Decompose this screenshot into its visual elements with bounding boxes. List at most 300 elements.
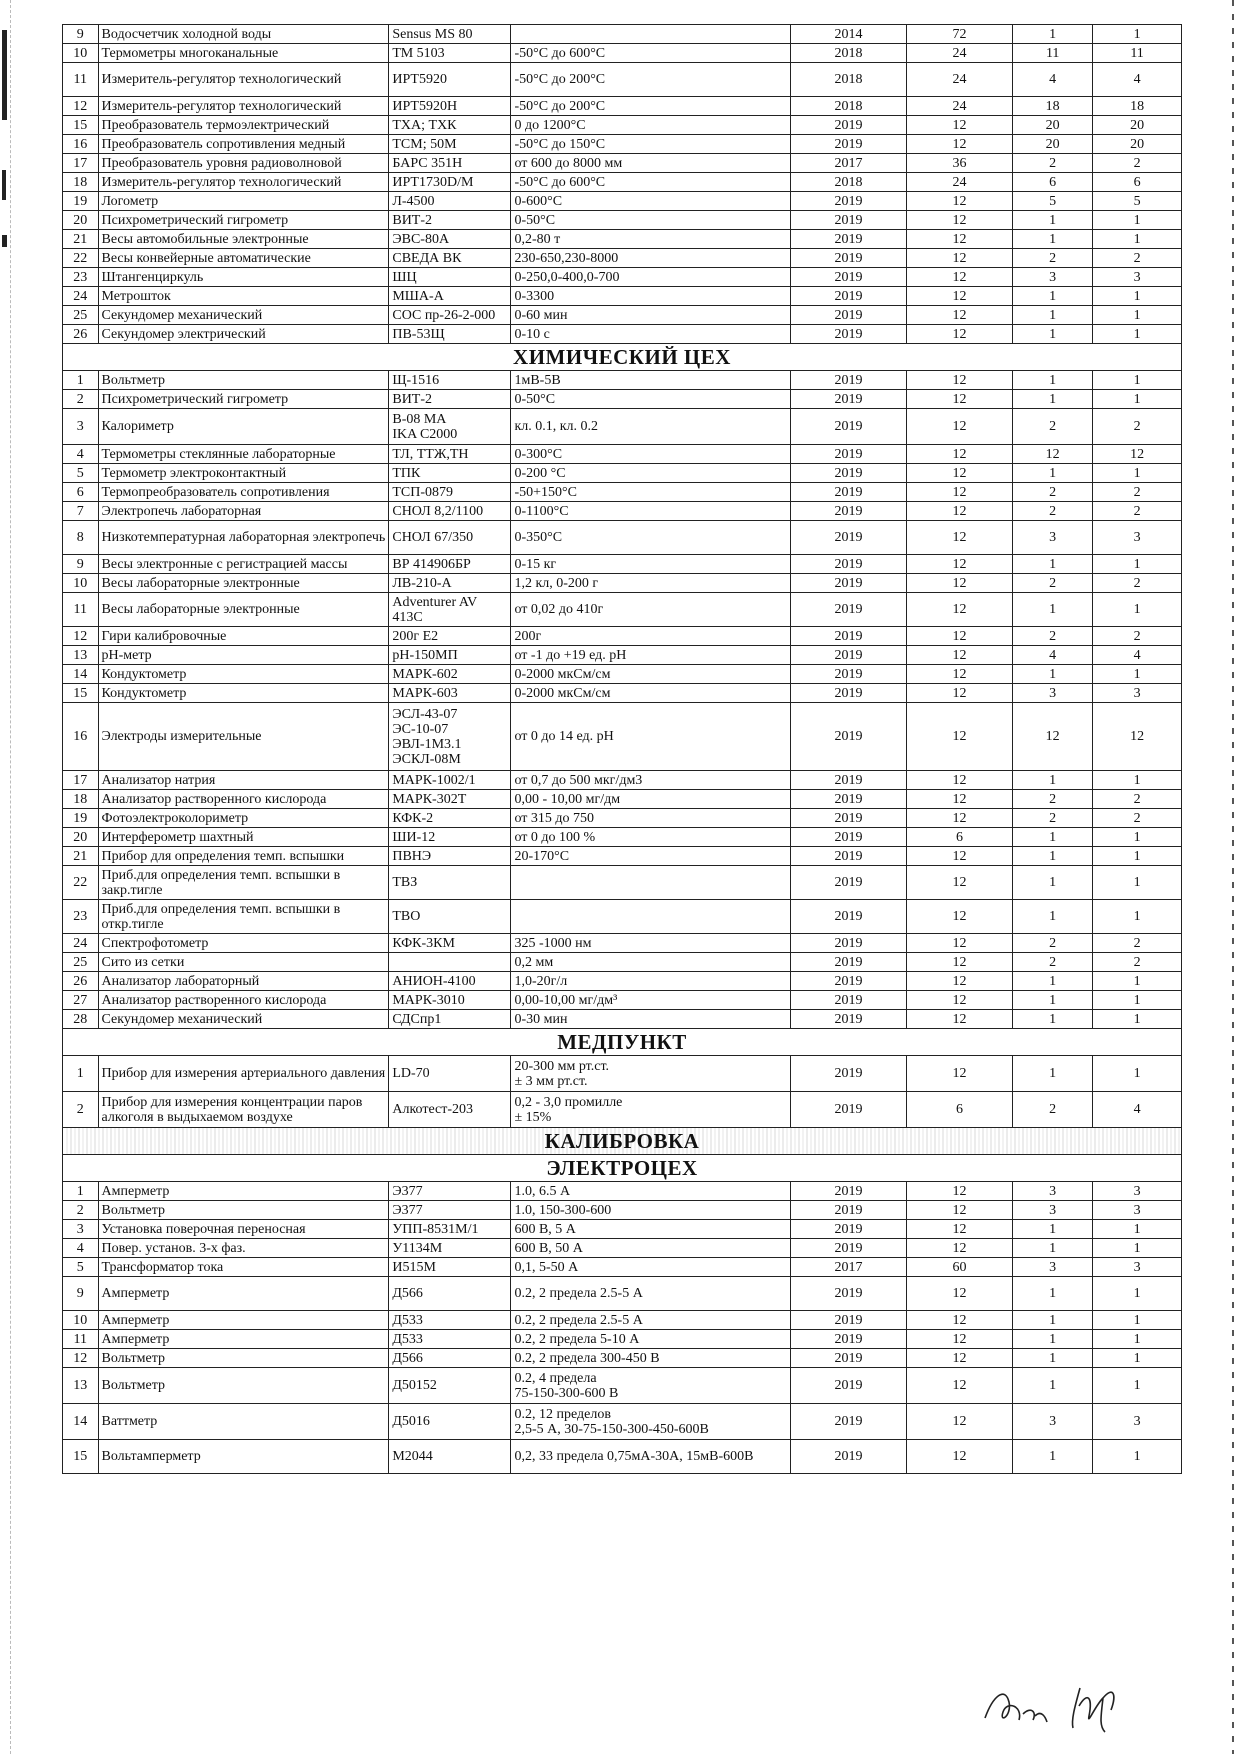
quantity-total: 1 <box>1093 972 1182 991</box>
instrument-type: 200г Е2 <box>389 627 511 646</box>
measurement-range: 0,2, 33 предела 0,75мА-30А, 15мВ-600В <box>511 1440 791 1474</box>
row-number: 2 <box>63 1201 99 1220</box>
measurement-range: 20-170°С <box>511 847 791 866</box>
table-row <box>63 502 1182 521</box>
quantity-total: 1 <box>1093 230 1182 249</box>
quantity-total: 1 <box>1093 1330 1182 1349</box>
instrument-type: ТВО <box>389 900 511 934</box>
table-row <box>63 1258 1182 1277</box>
measurement-range: 0-50°С <box>511 211 791 230</box>
row-number: 9 <box>63 555 99 574</box>
measurement-range: -50°С до 200°С <box>511 97 791 116</box>
instrument-name: Фотоэлектроколориметр <box>98 809 389 828</box>
instrument-type: Д50152 <box>389 1368 511 1404</box>
interval-months: 12 <box>906 135 1013 154</box>
verification-year: 2019 <box>791 646 906 665</box>
quantity: 1 <box>1013 771 1093 790</box>
instrument-type: Sensus MS 80 <box>389 25 511 44</box>
quantity-total: 1 <box>1093 900 1182 934</box>
instrument-name: Электроды измерительные <box>98 703 389 771</box>
interval-months: 12 <box>906 771 1013 790</box>
interval-months: 12 <box>906 483 1013 502</box>
instrument-name: Анализатор лабораторный <box>98 972 389 991</box>
verification-year: 2019 <box>791 627 906 646</box>
interval-months: 12 <box>906 1182 1013 1201</box>
instrument-type: Д533 <box>389 1311 511 1330</box>
verification-year: 2019 <box>791 1404 906 1440</box>
row-number: 10 <box>63 44 99 63</box>
measurement-range: 0-15 кг <box>511 555 791 574</box>
measurement-range: от 600 до 8000 мм <box>511 154 791 173</box>
instrument-name: Вольтамперметр <box>98 1440 389 1474</box>
measurement-range: 0-2000 мкСм/см <box>511 665 791 684</box>
quantity-total: 1 <box>1093 828 1182 847</box>
interval-months: 12 <box>906 192 1013 211</box>
instrument-name: Штангенциркуль <box>98 268 389 287</box>
table-row <box>63 445 1182 464</box>
interval-months: 12 <box>906 991 1013 1010</box>
interval-months: 12 <box>906 306 1013 325</box>
interval-months: 12 <box>906 287 1013 306</box>
instrument-type: КФК-3КМ <box>389 934 511 953</box>
instrument-type: LD-70 <box>389 1056 511 1092</box>
verification-year: 2018 <box>791 173 906 192</box>
table-row <box>63 1201 1182 1220</box>
quantity: 1 <box>1013 287 1093 306</box>
quantity-total: 1 <box>1093 991 1182 1010</box>
quantity: 1 <box>1013 390 1093 409</box>
measurement-range: 0,1, 5-50 А <box>511 1258 791 1277</box>
instrument-name: Секундомер механический <box>98 1010 389 1029</box>
row-number: 2 <box>63 390 99 409</box>
measurement-range: от -1 до +19 ед. рН <box>511 646 791 665</box>
verification-year: 2019 <box>791 249 906 268</box>
quantity-total: 1 <box>1093 287 1182 306</box>
measurement-range: от 0 до 14 ед. рН <box>511 703 791 771</box>
row-number: 9 <box>63 25 99 44</box>
verification-year: 2019 <box>791 991 906 1010</box>
measurement-range: 0-250,0-400,0-700 <box>511 268 791 287</box>
table-row <box>63 409 1182 445</box>
row-number: 5 <box>63 464 99 483</box>
quantity: 5 <box>1013 192 1093 211</box>
row-number: 21 <box>63 230 99 249</box>
verification-year: 2019 <box>791 464 906 483</box>
instrument-type: МША-А <box>389 287 511 306</box>
verification-year: 2019 <box>791 1056 906 1092</box>
scan-mark <box>2 30 7 120</box>
measurement-range: 0,2 мм <box>511 953 791 972</box>
verification-year: 2019 <box>791 287 906 306</box>
row-number: 16 <box>63 703 99 771</box>
measurement-range: 0-50°С <box>511 390 791 409</box>
instrument-name: Ваттметр <box>98 1404 389 1440</box>
verification-year: 2019 <box>791 847 906 866</box>
interval-months: 12 <box>906 593 1013 627</box>
interval-months: 12 <box>906 646 1013 665</box>
table-row <box>63 230 1182 249</box>
table-row <box>63 593 1182 627</box>
instrument-name: Вольтметр <box>98 1201 389 1220</box>
quantity: 1 <box>1013 866 1093 900</box>
interval-months: 12 <box>906 1201 1013 1220</box>
instrument-type: СНОЛ 8,2/1100 <box>389 502 511 521</box>
table-row <box>63 211 1182 230</box>
instrument-type: Щ-1516 <box>389 371 511 390</box>
quantity-total: 1 <box>1093 211 1182 230</box>
quantity-total: 3 <box>1093 1201 1182 1220</box>
quantity-total: 2 <box>1093 790 1182 809</box>
row-number: 9 <box>63 1277 99 1311</box>
row-number: 17 <box>63 771 99 790</box>
verification-year: 2019 <box>791 1330 906 1349</box>
verification-year: 2019 <box>791 1368 906 1404</box>
row-number: 19 <box>63 192 99 211</box>
interval-months: 24 <box>906 97 1013 116</box>
quantity-total: 1 <box>1093 1056 1182 1092</box>
instrument-type: СВЕДА ВК <box>389 249 511 268</box>
instrument-name: Секундомер электрический <box>98 325 389 344</box>
verification-year: 2019 <box>791 972 906 991</box>
measurement-range: -50°С до 150°С <box>511 135 791 154</box>
quantity-total: 1 <box>1093 325 1182 344</box>
section-header-row <box>63 1128 1182 1155</box>
row-number: 7 <box>63 502 99 521</box>
quantity: 4 <box>1013 63 1093 97</box>
quantity: 3 <box>1013 1404 1093 1440</box>
quantity: 3 <box>1013 268 1093 287</box>
instrument-name: Вольтметр <box>98 1349 389 1368</box>
quantity: 1 <box>1013 828 1093 847</box>
measurement-range: -50°С до 600°С <box>511 44 791 63</box>
instrument-type: Д533 <box>389 1330 511 1349</box>
verification-year: 2017 <box>791 154 906 173</box>
section-header-row <box>63 344 1182 371</box>
row-number: 22 <box>63 866 99 900</box>
instrument-name: Электропечь лабораторная <box>98 502 389 521</box>
row-number: 1 <box>63 1182 99 1201</box>
row-number: 14 <box>63 665 99 684</box>
row-number: 2 <box>63 1092 99 1128</box>
verification-year: 2019 <box>791 1239 906 1258</box>
table-row <box>63 934 1182 953</box>
table-row <box>63 325 1182 344</box>
interval-months: 6 <box>906 1092 1013 1128</box>
quantity: 1 <box>1013 991 1093 1010</box>
measurement-range: 0-10 с <box>511 325 791 344</box>
measurement-range: 0.2, 4 предела 75-150-300-600 В <box>511 1368 791 1404</box>
quantity-total: 1 <box>1093 555 1182 574</box>
instrument-type: ПВ-53Щ <box>389 325 511 344</box>
table-row <box>63 665 1182 684</box>
row-number: 25 <box>63 953 99 972</box>
instrument-name: Спектрофотометр <box>98 934 389 953</box>
quantity-total: 18 <box>1093 97 1182 116</box>
interval-months: 12 <box>906 790 1013 809</box>
instrument-name: Амперметр <box>98 1182 389 1201</box>
table-row <box>63 809 1182 828</box>
row-number: 11 <box>63 593 99 627</box>
table-row <box>63 173 1182 192</box>
instrument-type: СНОЛ 67/350 <box>389 521 511 555</box>
instrument-name: рН-метр <box>98 646 389 665</box>
table-row <box>63 953 1182 972</box>
quantity-total: 1 <box>1093 464 1182 483</box>
instrument-type: СДСпр1 <box>389 1010 511 1029</box>
row-number: 13 <box>63 1368 99 1404</box>
instrument-type: У1134М <box>389 1239 511 1258</box>
table-row <box>63 790 1182 809</box>
instrument-name: Вольтметр <box>98 1368 389 1404</box>
instrument-name: Измеритель-регулятор технологический <box>98 173 389 192</box>
quantity: 1 <box>1013 230 1093 249</box>
quantity: 1 <box>1013 1440 1093 1474</box>
quantity: 1 <box>1013 464 1093 483</box>
instrument-name: Секундомер механический <box>98 306 389 325</box>
measurement-range: 325 -1000 нм <box>511 934 791 953</box>
row-number: 6 <box>63 483 99 502</box>
quantity-total: 2 <box>1093 154 1182 173</box>
verification-year: 2019 <box>791 1092 906 1128</box>
interval-months: 12 <box>906 953 1013 972</box>
instrument-name: Интерферометр шахтный <box>98 828 389 847</box>
instrument-name: Калориметр <box>98 409 389 445</box>
instrument-name: Психрометрический гигрометр <box>98 390 389 409</box>
interval-months: 12 <box>906 1368 1013 1404</box>
row-number: 14 <box>63 1404 99 1440</box>
verification-year: 2019 <box>791 1349 906 1368</box>
quantity: 2 <box>1013 483 1093 502</box>
instrument-type: КФК-2 <box>389 809 511 828</box>
quantity: 3 <box>1013 684 1093 703</box>
interval-months: 6 <box>906 828 1013 847</box>
measurement-range: от 0,7 до 500 мкг/дм3 <box>511 771 791 790</box>
quantity-total: 1 <box>1093 847 1182 866</box>
table-row <box>63 464 1182 483</box>
row-number: 28 <box>63 1010 99 1029</box>
measurement-range: 1,2 кл, 0-200 г <box>511 574 791 593</box>
table-row <box>63 249 1182 268</box>
row-number: 1 <box>63 371 99 390</box>
measurement-range: 200г <box>511 627 791 646</box>
quantity-total: 3 <box>1093 1258 1182 1277</box>
verification-year: 2019 <box>791 934 906 953</box>
verification-year: 2019 <box>791 1010 906 1029</box>
measurement-range: от 0 до 100 % <box>511 828 791 847</box>
row-number: 23 <box>63 268 99 287</box>
quantity-total: 1 <box>1093 593 1182 627</box>
instrument-type: БАРС 351Н <box>389 154 511 173</box>
instrument-type: ИРТ5920Н <box>389 97 511 116</box>
interval-months: 12 <box>906 371 1013 390</box>
quantity-total: 3 <box>1093 684 1182 703</box>
interval-months: 12 <box>906 972 1013 991</box>
table-row <box>63 991 1182 1010</box>
verification-year: 2019 <box>791 483 906 502</box>
quantity-total: 4 <box>1093 1092 1182 1128</box>
table-row <box>63 63 1182 97</box>
quantity: 1 <box>1013 1010 1093 1029</box>
quantity-total: 20 <box>1093 116 1182 135</box>
table-row <box>63 900 1182 934</box>
instrument-type: ТПК <box>389 464 511 483</box>
instrument-name: Прибор для измерения артериального давления <box>98 1056 389 1092</box>
quantity: 1 <box>1013 1056 1093 1092</box>
interval-months: 12 <box>906 116 1013 135</box>
instrument-name: Термометры многоканальные <box>98 44 389 63</box>
quantity: 1 <box>1013 1239 1093 1258</box>
row-number: 15 <box>63 684 99 703</box>
measurement-range: 0-600°С <box>511 192 791 211</box>
verification-year: 2019 <box>791 268 906 287</box>
verification-year: 2019 <box>791 135 906 154</box>
instrument-type: МАРК-602 <box>389 665 511 684</box>
table-row <box>63 1330 1182 1349</box>
table-row <box>63 847 1182 866</box>
measurement-range: -50°С до 600°С <box>511 173 791 192</box>
quantity-total: 20 <box>1093 135 1182 154</box>
verification-year: 2019 <box>791 1311 906 1330</box>
quantity: 1 <box>1013 665 1093 684</box>
measurement-range: от 315 до 750 <box>511 809 791 828</box>
quantity-total: 3 <box>1093 1404 1182 1440</box>
quantity: 2 <box>1013 934 1093 953</box>
scan-mark <box>2 235 7 247</box>
instrument-name: Приб.для определения темп. вспышки в закр.тигле <box>98 866 389 900</box>
quantity: 1 <box>1013 306 1093 325</box>
quantity: 1 <box>1013 371 1093 390</box>
table-row <box>63 1404 1182 1440</box>
quantity: 12 <box>1013 445 1093 464</box>
row-number: 12 <box>63 97 99 116</box>
table-row <box>63 646 1182 665</box>
section-header-row <box>63 1155 1182 1182</box>
interval-months: 12 <box>906 555 1013 574</box>
verification-year: 2019 <box>791 790 906 809</box>
quantity: 1 <box>1013 1311 1093 1330</box>
quantity: 20 <box>1013 135 1093 154</box>
table-row <box>63 1239 1182 1258</box>
instrument-name: Преобразователь сопротивления медный <box>98 135 389 154</box>
section-header-row <box>63 1029 1182 1056</box>
interval-months: 12 <box>906 1349 1013 1368</box>
row-number: 20 <box>63 211 99 230</box>
interval-months: 12 <box>906 703 1013 771</box>
table-row <box>63 1277 1182 1311</box>
verification-year: 2018 <box>791 44 906 63</box>
measurement-range: 600 В, 50 А <box>511 1239 791 1258</box>
measurement-range: 0,2-80 т <box>511 230 791 249</box>
quantity-total: 11 <box>1093 44 1182 63</box>
row-number: 15 <box>63 116 99 135</box>
instrument-type: СОС пр-26-2-000 <box>389 306 511 325</box>
interval-months: 12 <box>906 230 1013 249</box>
instrument-type: ВР 414906БР <box>389 555 511 574</box>
quantity: 2 <box>1013 790 1093 809</box>
table-row <box>63 771 1182 790</box>
instrument-name: Преобразователь термоэлектрический <box>98 116 389 135</box>
instrument-name: Сито из сетки <box>98 953 389 972</box>
quantity-total: 3 <box>1093 268 1182 287</box>
quantity: 2 <box>1013 809 1093 828</box>
quantity-total: 1 <box>1093 771 1182 790</box>
instrument-name: Трансформатор тока <box>98 1258 389 1277</box>
quantity-total: 2 <box>1093 502 1182 521</box>
row-number: 25 <box>63 306 99 325</box>
interval-months: 12 <box>906 866 1013 900</box>
interval-months: 12 <box>906 464 1013 483</box>
row-number: 21 <box>63 847 99 866</box>
quantity: 11 <box>1013 44 1093 63</box>
instrument-type: ИРТ5920 <box>389 63 511 97</box>
instrument-name: Кондуктометр <box>98 665 389 684</box>
quantity-total: 1 <box>1093 1311 1182 1330</box>
table-row <box>63 135 1182 154</box>
interval-months: 36 <box>906 154 1013 173</box>
row-number: 24 <box>63 287 99 306</box>
row-number: 23 <box>63 900 99 934</box>
quantity: 2 <box>1013 574 1093 593</box>
instrument-name: Логометр <box>98 192 389 211</box>
quantity-total: 2 <box>1093 409 1182 445</box>
instrument-name: Амперметр <box>98 1330 389 1349</box>
measurement-range: 1.0, 6.5 А <box>511 1182 791 1201</box>
instrument-name: Термопреобразователь сопротивления <box>98 483 389 502</box>
quantity-total: 1 <box>1093 306 1182 325</box>
verification-year: 2019 <box>791 325 906 344</box>
quantity-total: 2 <box>1093 249 1182 268</box>
measurement-range: 0,2 - 3,0 промилле ± 15% <box>511 1092 791 1128</box>
quantity: 2 <box>1013 154 1093 173</box>
instrument-name: Термометр электроконтактный <box>98 464 389 483</box>
instrument-type: ТСП-0879 <box>389 483 511 502</box>
row-number: 15 <box>63 1440 99 1474</box>
quantity: 1 <box>1013 593 1093 627</box>
instrument-type: ТМ 5103 <box>389 44 511 63</box>
verification-year: 2019 <box>791 665 906 684</box>
quantity: 1 <box>1013 1330 1093 1349</box>
row-number: 24 <box>63 934 99 953</box>
quantity: 1 <box>1013 972 1093 991</box>
measurement-range: 0,00-10,00 мг/дм³ <box>511 991 791 1010</box>
section-title: ХИМИЧЕСКИЙ ЦЕХ <box>63 344 1182 371</box>
verification-year: 2019 <box>791 306 906 325</box>
measurement-range: 0-30 мин <box>511 1010 791 1029</box>
row-number: 1 <box>63 1056 99 1092</box>
instrument-type <box>389 953 511 972</box>
instrument-type: ЭВС-80А <box>389 230 511 249</box>
instrument-name: Амперметр <box>98 1277 389 1311</box>
measurement-range: 0,00 - 10,00 мг/дм <box>511 790 791 809</box>
instrument-name: Весы автомобильные электронные <box>98 230 389 249</box>
quantity: 1 <box>1013 555 1093 574</box>
instrument-type: ВИТ-2 <box>389 390 511 409</box>
instrument-name: Установка поверочная переносная <box>98 1220 389 1239</box>
quantity-total: 2 <box>1093 953 1182 972</box>
measurement-range: 0-300°С <box>511 445 791 464</box>
table-row <box>63 521 1182 555</box>
table-row <box>63 866 1182 900</box>
table-row <box>63 828 1182 847</box>
verification-year: 2019 <box>791 1201 906 1220</box>
interval-months: 24 <box>906 173 1013 192</box>
instrument-type: ВИТ-2 <box>389 211 511 230</box>
table-body <box>63 25 1182 1474</box>
verification-year: 2019 <box>791 230 906 249</box>
measurement-range: 0.2, 2 предела 2.5-5 А <box>511 1311 791 1330</box>
quantity-total: 2 <box>1093 934 1182 953</box>
row-number: 12 <box>63 1349 99 1368</box>
